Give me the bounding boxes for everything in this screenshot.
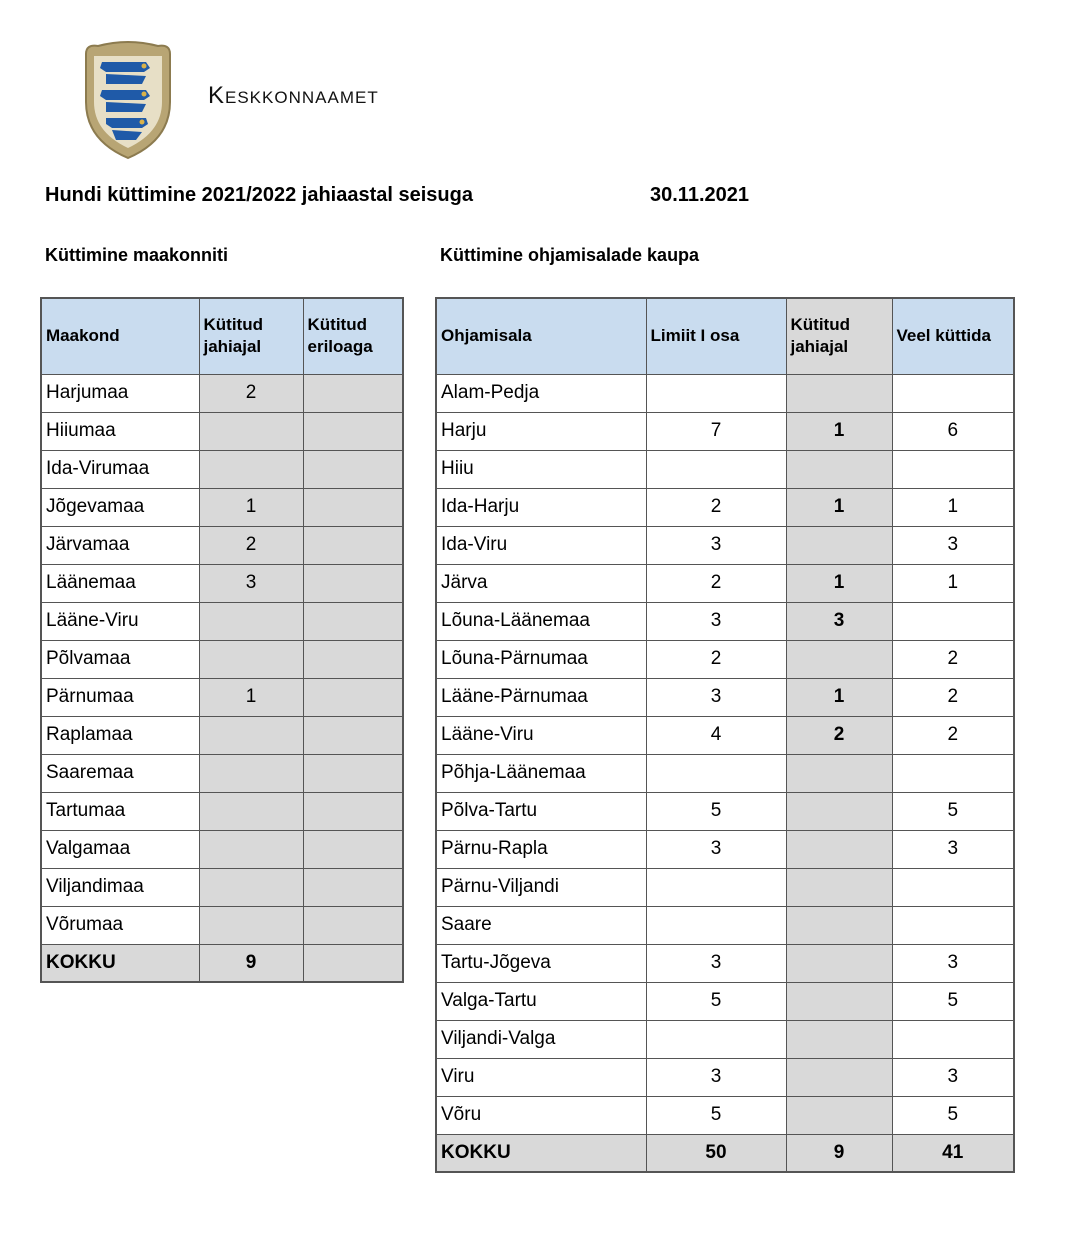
table-row (436, 678, 1014, 716)
total-row (41, 944, 403, 982)
remaining-cell (892, 450, 1014, 488)
limit-cell: 3 (646, 602, 786, 640)
remaining-cell: 1 (892, 488, 1014, 526)
hunted-cell (786, 526, 892, 564)
county-cell: KOKKU (41, 944, 199, 982)
table-row (436, 944, 1014, 982)
col-header-county: Maakond (41, 298, 199, 374)
table-row (436, 716, 1014, 754)
remaining-cell (892, 868, 1014, 906)
table-row (436, 792, 1014, 830)
table-row (41, 564, 403, 602)
hunted-cell (786, 1058, 892, 1096)
total-row (436, 1134, 1014, 1172)
area-cell: Alam-Pedja (436, 374, 646, 412)
county-cell: Järvamaa (41, 526, 199, 564)
county-cell: Hiiumaa (41, 412, 199, 450)
limit-cell: 7 (646, 412, 786, 450)
area-table-header (436, 298, 1014, 374)
area-cell: Ida-Viru (436, 526, 646, 564)
table-row (436, 526, 1014, 564)
hunted-cell: 1 (786, 412, 892, 450)
table-row (436, 830, 1014, 868)
hunted-cell: 1 (786, 564, 892, 602)
table-row (41, 868, 403, 906)
hunted-season-cell: 2 (199, 374, 303, 412)
organization-name-text: Keskkonnaamet (208, 82, 379, 109)
county-cell: Harjumaa (41, 374, 199, 412)
county-cell: Ida-Virumaa (41, 450, 199, 488)
county-cell: Saaremaa (41, 754, 199, 792)
hunted-cell (786, 640, 892, 678)
right-table-subtitle: Küttimine ohjamisalade kaupa (440, 245, 700, 265)
area-cell: Lääne-Pärnumaa (436, 678, 646, 716)
hunted-season-cell: 3 (199, 564, 303, 602)
hunted-cell: 1 (786, 488, 892, 526)
remaining-cell: 3 (892, 1058, 1014, 1096)
area-cell: Valga-Tartu (436, 982, 646, 1020)
limit-cell (646, 450, 786, 488)
hunted-season-cell: 2 (199, 526, 303, 564)
hunted-cell (786, 374, 892, 412)
organization-name (208, 82, 379, 110)
limit-cell: 2 (646, 640, 786, 678)
hunted-permit-cell (303, 716, 403, 754)
table-row (41, 678, 403, 716)
county-cell: Valgamaa (41, 830, 199, 868)
remaining-cell: 5 (892, 982, 1014, 1020)
county-cell: Pärnumaa (41, 678, 199, 716)
remaining-cell (892, 906, 1014, 944)
table-row (436, 602, 1014, 640)
limit-cell: 4 (646, 716, 786, 754)
hunted-season-cell (199, 830, 303, 868)
county-cell: Läänemaa (41, 564, 199, 602)
limit-cell (646, 1020, 786, 1058)
hunted-cell (786, 830, 892, 868)
remaining-cell: 2 (892, 716, 1014, 754)
hunted-cell: 9 (786, 1134, 892, 1172)
county-table-header (41, 298, 403, 374)
remaining-cell: 2 (892, 640, 1014, 678)
area-cell: Järva (436, 564, 646, 602)
hunted-permit-cell (303, 640, 403, 678)
table-row (41, 374, 403, 412)
col-header-hunted: Kütitud jahiajal (786, 298, 892, 374)
area-cell: Lõuna-Pärnumaa (436, 640, 646, 678)
limit-cell: 2 (646, 488, 786, 526)
table-row (41, 716, 403, 754)
table-row (41, 906, 403, 944)
limit-cell: 3 (646, 678, 786, 716)
county-cell: Põlvamaa (41, 640, 199, 678)
remaining-cell: 3 (892, 526, 1014, 564)
table-row (436, 754, 1014, 792)
hunted-cell (786, 944, 892, 982)
hunted-permit-cell (303, 678, 403, 716)
remaining-cell: 5 (892, 1096, 1014, 1134)
table-row (436, 488, 1014, 526)
remaining-cell (892, 602, 1014, 640)
hunted-permit-cell (303, 488, 403, 526)
hunted-season-cell (199, 640, 303, 678)
hunted-season-cell (199, 754, 303, 792)
area-cell: Pärnu-Rapla (436, 830, 646, 868)
hunted-cell (786, 754, 892, 792)
hunted-cell (786, 1096, 892, 1134)
county-cell: Viljandimaa (41, 868, 199, 906)
county-cell: Jõgevamaa (41, 488, 199, 526)
table-row (41, 412, 403, 450)
limit-cell: 50 (646, 1134, 786, 1172)
area-cell: Viru (436, 1058, 646, 1096)
table-row (436, 640, 1014, 678)
limit-cell (646, 754, 786, 792)
hunted-cell (786, 868, 892, 906)
hunted-season-cell: 1 (199, 678, 303, 716)
table-row (41, 640, 403, 678)
hunted-season-cell: 9 (199, 944, 303, 982)
area-cell: KOKKU (436, 1134, 646, 1172)
table-row (436, 450, 1014, 488)
table-row (436, 868, 1014, 906)
area-cell: Lõuna-Läänemaa (436, 602, 646, 640)
area-cell: Saare (436, 906, 646, 944)
county-cell: Võrumaa (41, 906, 199, 944)
hunted-cell: 1 (786, 678, 892, 716)
limit-cell: 3 (646, 830, 786, 868)
hunted-permit-cell (303, 830, 403, 868)
remaining-cell (892, 1020, 1014, 1058)
limit-cell: 5 (646, 792, 786, 830)
hunted-permit-cell (303, 412, 403, 450)
hunted-permit-cell (303, 450, 403, 488)
table-row (436, 906, 1014, 944)
hunted-cell: 2 (786, 716, 892, 754)
hunted-season-cell (199, 868, 303, 906)
limit-cell: 3 (646, 944, 786, 982)
limit-cell (646, 374, 786, 412)
remaining-cell: 5 (892, 792, 1014, 830)
table-row (436, 1020, 1014, 1058)
hunted-cell: 3 (786, 602, 892, 640)
hunted-cell (786, 1020, 892, 1058)
area-cell: Lääne-Viru (436, 716, 646, 754)
county-cell: Tartumaa (41, 792, 199, 830)
limit-cell: 3 (646, 526, 786, 564)
col-header-limit: Limiit I osa (646, 298, 786, 374)
table-row (41, 602, 403, 640)
hunted-cell (786, 450, 892, 488)
hunted-cell (786, 982, 892, 1020)
table-row (41, 792, 403, 830)
area-cell: Pärnu-Viljandi (436, 868, 646, 906)
remaining-cell: 2 (892, 678, 1014, 716)
report-title: Hundi küttimine 2021/2022 jahiaastal seisuga (45, 184, 473, 206)
table-row (436, 1096, 1014, 1134)
remaining-cell (892, 754, 1014, 792)
table-row (436, 982, 1014, 1020)
hunted-permit-cell (303, 526, 403, 564)
hunted-season-cell (199, 716, 303, 754)
col-header-area: Ohjamisala (436, 298, 646, 374)
county-table (40, 297, 404, 983)
hunted-permit-cell (303, 906, 403, 944)
hunted-season-cell: 1 (199, 488, 303, 526)
table-row (41, 526, 403, 564)
table-row (436, 412, 1014, 450)
coat-of-arms-logo (72, 40, 184, 160)
hunted-cell (786, 906, 892, 944)
table-row (41, 488, 403, 526)
limit-cell (646, 868, 786, 906)
col-header-hunted-season: Kütitud jahiajal (199, 298, 303, 374)
col-header-hunted-permit: Kütitud eriloaga (303, 298, 403, 374)
hunted-season-cell (199, 450, 303, 488)
table-row (41, 450, 403, 488)
hunted-permit-cell (303, 868, 403, 906)
hunted-permit-cell (303, 374, 403, 412)
management-area-table (435, 297, 1015, 1173)
hunted-permit-cell (303, 564, 403, 602)
limit-cell: 3 (646, 1058, 786, 1096)
hunted-season-cell (199, 602, 303, 640)
left-table-subtitle: Küttimine maakonniti (45, 245, 229, 265)
area-cell: Hiiu (436, 450, 646, 488)
limit-cell (646, 906, 786, 944)
area-cell: Põlva-Tartu (436, 792, 646, 830)
table-row (41, 754, 403, 792)
area-cell: Võru (436, 1096, 646, 1134)
hunted-permit-cell (303, 602, 403, 640)
hunted-permit-cell (303, 754, 403, 792)
col-header-remaining: Veel küttida (892, 298, 1014, 374)
area-cell: Ida-Harju (436, 488, 646, 526)
table-row (436, 1058, 1014, 1096)
hunted-permit-cell (303, 944, 403, 982)
table-row (436, 374, 1014, 412)
hunted-permit-cell (303, 792, 403, 830)
area-cell: Harju (436, 412, 646, 450)
remaining-cell: 6 (892, 412, 1014, 450)
table-row (436, 564, 1014, 602)
remaining-cell (892, 374, 1014, 412)
table-row (41, 830, 403, 868)
hunted-season-cell (199, 906, 303, 944)
remaining-cell: 41 (892, 1134, 1014, 1172)
remaining-cell: 3 (892, 830, 1014, 868)
hunted-season-cell (199, 412, 303, 450)
remaining-cell: 1 (892, 564, 1014, 602)
area-cell: Põhja-Läänemaa (436, 754, 646, 792)
county-cell: Raplamaa (41, 716, 199, 754)
hunted-cell (786, 792, 892, 830)
area-cell: Tartu-Jõgeva (436, 944, 646, 982)
hunted-season-cell (199, 792, 303, 830)
limit-cell: 5 (646, 982, 786, 1020)
limit-cell: 5 (646, 1096, 786, 1134)
county-cell: Lääne-Viru (41, 602, 199, 640)
area-cell: Viljandi-Valga (436, 1020, 646, 1058)
remaining-cell: 3 (892, 944, 1014, 982)
report-date: 30.11.2021 (650, 184, 749, 206)
limit-cell: 2 (646, 564, 786, 602)
